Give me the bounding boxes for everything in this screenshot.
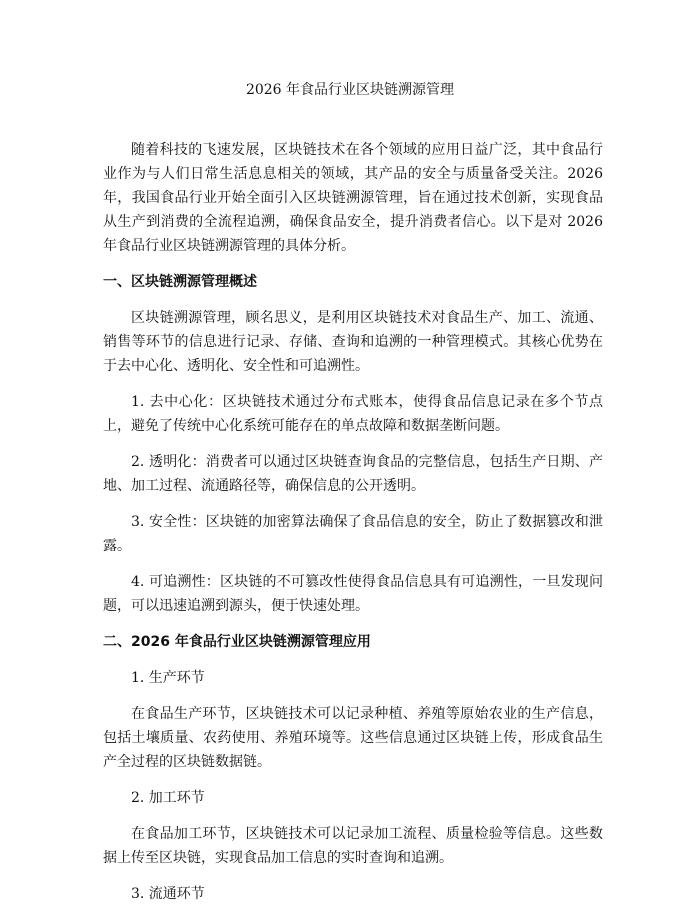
subsection-circulation-title: 3. 流通环节 — [131, 886, 205, 902]
document-body — [103, 138, 603, 918]
subsection-processing-paragraph: 在食品加工环节，区块链技术可以记录加工流程、质量检验等信息。这些数据上传至区块链，实现食品加工信息的实时查询和追溯。 — [103, 826, 603, 866]
section-2-heading: 二、2026 年食品行业区块链溯源管理应用 — [103, 634, 371, 650]
page-title: 2026 年食品行业区块链溯源管理 — [245, 82, 455, 98]
section-1-paragraph: 区块链溯源管理，顾名思义，是利用区块链技术对食品生产、加工、流通、销售等环节的信息进行记录、存储、查询和追溯的一种管理模式。其核心优势在于去中心化、透明化、安全性和可追溯性。 — [103, 310, 603, 374]
list-item: 3. 安全性：区块链的加密算法确保了食品信息的安全，防止了数据篡改和泄露。 — [103, 514, 603, 554]
list-item: 1. 去中心化：区块链技术通过分布式账本，使得食品信息记录在多个节点上，避免了传统中心化系统可能存在的单点故障和数据垄断问题。 — [103, 394, 603, 434]
intro-paragraph: 随着科技的飞速发展，区块链技术在各个领域的应用日益广泛，其中食品行业作为与人们日常生活息息相关的领域，其产品的安全与质量备受关注。2026 年，我国食品行业开始全面引入区块链溯源管理，旨在通过技术创新，实现食品从生产到消费的全流程追溯，确保食品安全，提升消费者信心。以下是对 2026 年食品行业区块链溯源管理的具体分析。 — [103, 142, 603, 254]
list-item: 4. 可追溯性：区块链的不可篡改性使得食品信息具有可追溯性，一旦发现问题，可以迅速追溯到源头，便于快速处理。 — [103, 574, 603, 614]
section-1-heading: 一、区块链溯源管理概述 — [103, 274, 257, 290]
subsection-processing-title: 2. 加工环节 — [131, 790, 205, 806]
subsection-production-paragraph: 在食品生产环节，区块链技术可以记录种植、养殖等原始农业的生产信息，包括土壤质量、农药使用、养殖环境等。这些信息通过区块链上传，形成食品生产全过程的区块链数据链。 — [103, 706, 603, 770]
subsection-production-title: 1. 生产环节 — [131, 670, 205, 686]
list-item: 2. 透明化：消费者可以通过区块链查询食品的完整信息，包括生产日期、产地、加工过程、流通路径等，确保信息的公开透明。 — [103, 454, 603, 494]
